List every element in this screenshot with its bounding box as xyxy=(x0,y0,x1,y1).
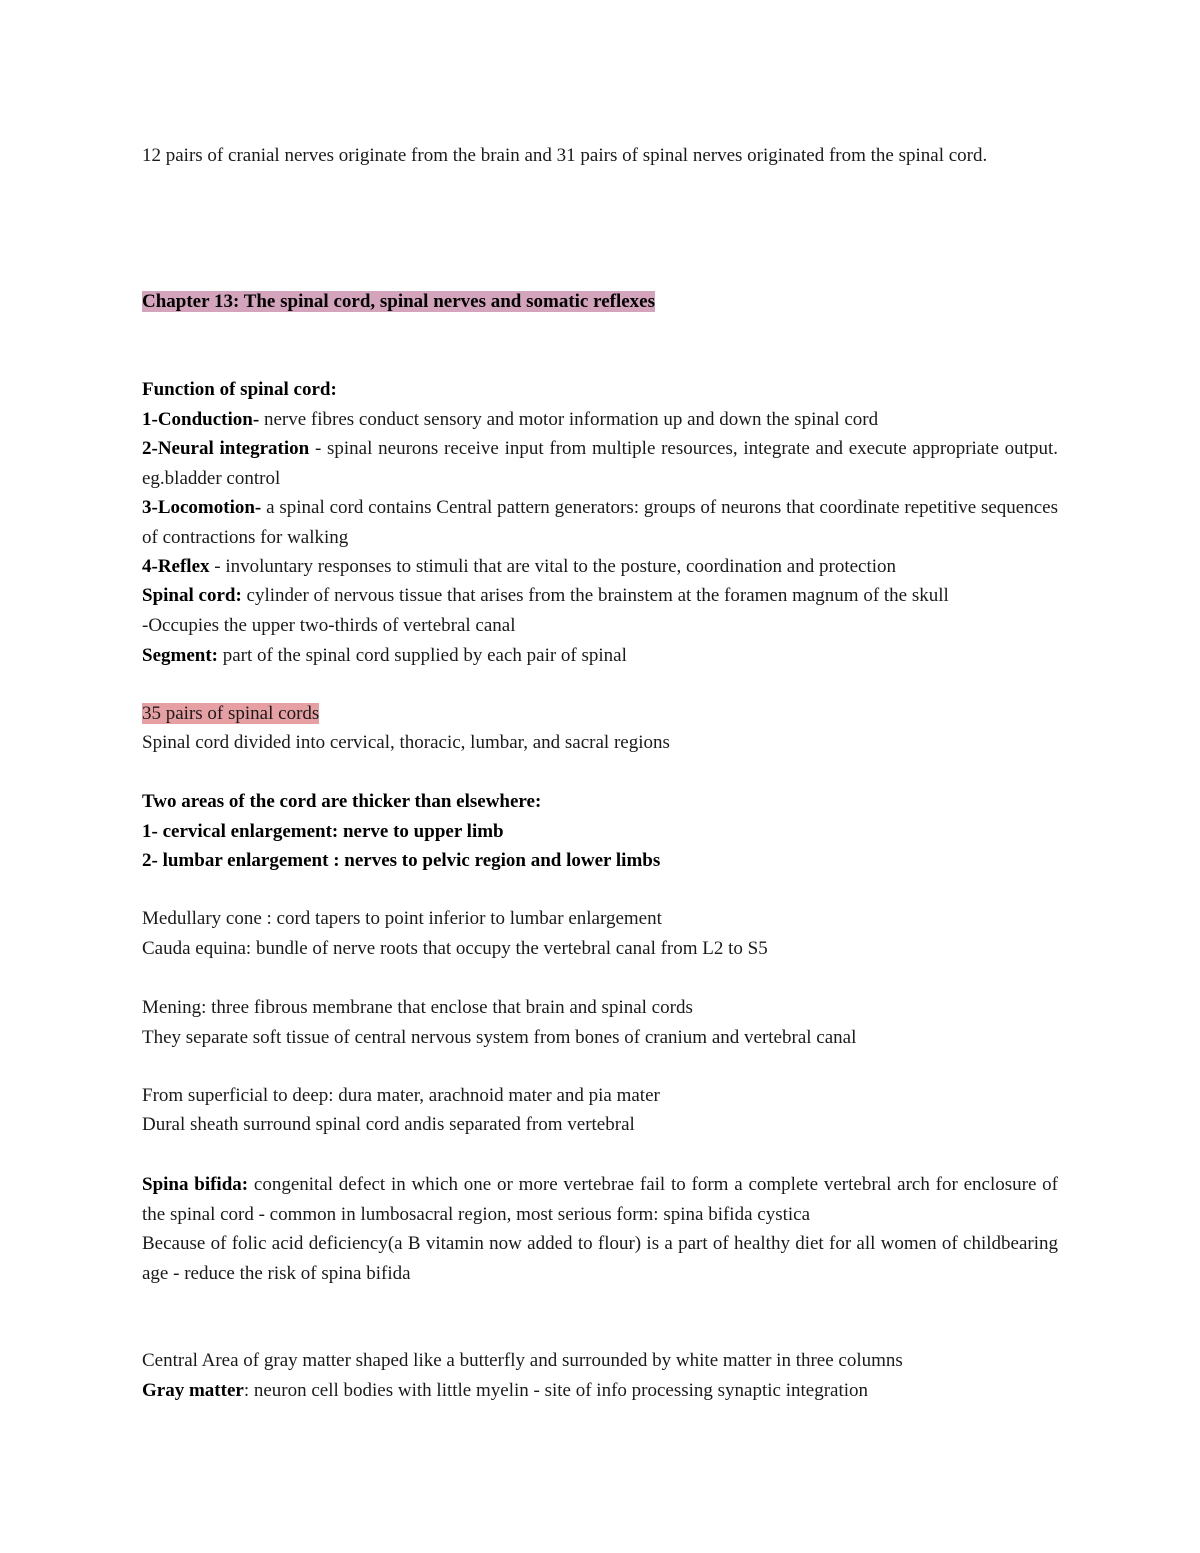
spinal-cord-definition xyxy=(142,581,1058,611)
folic-acid-paragraph xyxy=(142,1229,1058,1288)
segment-definition xyxy=(142,641,1058,671)
definition-label: Spinal cord: xyxy=(142,585,242,606)
regions-line xyxy=(142,728,1058,758)
layers-text: Dural sheath surround spinal cord andis separated from vertebral xyxy=(142,1114,635,1135)
function-item-reflex xyxy=(142,552,1058,582)
pairs-highlight-line xyxy=(142,699,1058,729)
function-item-neural-integration xyxy=(142,434,1058,493)
function-item-locomotion xyxy=(142,493,1058,552)
chapter-heading-text: Chapter 13: The spinal cord, spinal nerves and somatic reflexes xyxy=(142,291,656,312)
medullary-text: Medullary cone : cord tapers to point inferior to lumbar enlargement xyxy=(142,908,662,929)
function-text: - spinal neurons receive input from multiple resources, integrate and execute appropriate output. eg.bladder control xyxy=(142,438,1058,489)
enlargements-heading-text: Two areas of the cord are thicker than elsewhere: xyxy=(142,791,542,812)
cauda-equina-line xyxy=(142,934,1058,964)
enlargements-heading xyxy=(142,787,1058,817)
function-label: 4-Reflex xyxy=(142,556,210,577)
layers-text: From superficial to deep: dura mater, arachnoid mater and pia mater xyxy=(142,1085,660,1106)
function-text: nerve fibres conduct sensory and motor information up and down the spinal cord xyxy=(259,409,879,430)
intro-paragraph xyxy=(142,141,1058,171)
intro-text: 12 pairs of cranial nerves originate from the brain and 31 pairs of spinal nerves originated from the spinal cord. xyxy=(142,145,988,166)
function-item-conduction xyxy=(142,405,1058,435)
function-label: 1-Conduction- xyxy=(142,409,260,430)
cauda-text: Cauda equina: bundle of nerve roots that occupy the vertebral canal from L2 to S5 xyxy=(142,938,768,959)
gray-matter-line xyxy=(142,1376,1058,1406)
meninges-text: Mening: three fibrous membrane that enclose that brain and spinal cords xyxy=(142,997,693,1018)
enlargement-text: 2- lumbar enlargement : nerves to pelvic region and lower limbs xyxy=(142,850,661,871)
chapter-heading xyxy=(142,287,1058,317)
functions-heading xyxy=(142,375,1058,405)
function-label: 2-Neural integration xyxy=(142,438,310,459)
occupies-line xyxy=(142,611,1058,641)
meninges-text: They separate soft tissue of central nervous system from bones of cranium and vertebral canal xyxy=(142,1027,857,1048)
spina-bifida-paragraph xyxy=(142,1170,1058,1229)
enlargement-item-lumbar xyxy=(142,846,1058,876)
definition-label: Segment: xyxy=(142,645,218,666)
meninges-line-1 xyxy=(142,993,1058,1023)
definition-text: congenital defect in which one or more vertebrae fail to form a complete vertebral arch for enclosure of the spinal cord - common in lumbosacral region, most serious form: spina bifida cystica xyxy=(142,1174,1058,1225)
folic-text: Because of folic acid deficiency(a B vitamin now added to flour) is a part of healthy diet for all women of childbearing age - reduce the risk of spina bifida xyxy=(142,1233,1058,1284)
medullary-cone-line xyxy=(142,904,1058,934)
definition-text: cylinder of nervous tissue that arises from the brainstem at the foramen magnum of the skull xyxy=(241,585,949,606)
regions-text: Spinal cord divided into cervical, thoracic, lumbar, and sacral regions xyxy=(142,732,670,753)
occupies-text: -Occupies the upper two-thirds of vertebral canal xyxy=(142,615,516,636)
definition-label: Spina bifida: xyxy=(142,1174,249,1195)
enlargement-text: 1- cervical enlargement: nerve to upper limb xyxy=(142,821,504,842)
enlargement-item-cervical xyxy=(142,817,1058,847)
layers-line-1 xyxy=(142,1081,1058,1111)
meninges-line-2 xyxy=(142,1023,1058,1053)
definition-text: part of the spinal cord supplied by each pair of spinal xyxy=(217,645,627,666)
functions-heading-text: Function of spinal cord: xyxy=(142,379,337,400)
definition-label: Gray matter xyxy=(142,1380,244,1401)
function-text: a spinal cord contains Central pattern generators: groups of neurons that coordinate repetitive sequences of contractions for walking xyxy=(142,497,1058,548)
pairs-highlight: 35 pairs of spinal cords xyxy=(142,703,320,724)
central-text: Central Area of gray matter shaped like a butterfly and surrounded by white matter in three columns xyxy=(142,1350,903,1371)
definition-text: : neuron cell bodies with little myelin - site of info processing synaptic integration xyxy=(243,1380,869,1401)
layers-line-2 xyxy=(142,1110,1058,1140)
function-label: 3-Locomotion- xyxy=(142,497,262,518)
function-text: - involuntary responses to stimuli that are vital to the posture, coordination and protection xyxy=(209,556,897,577)
central-area-line xyxy=(142,1346,1058,1376)
